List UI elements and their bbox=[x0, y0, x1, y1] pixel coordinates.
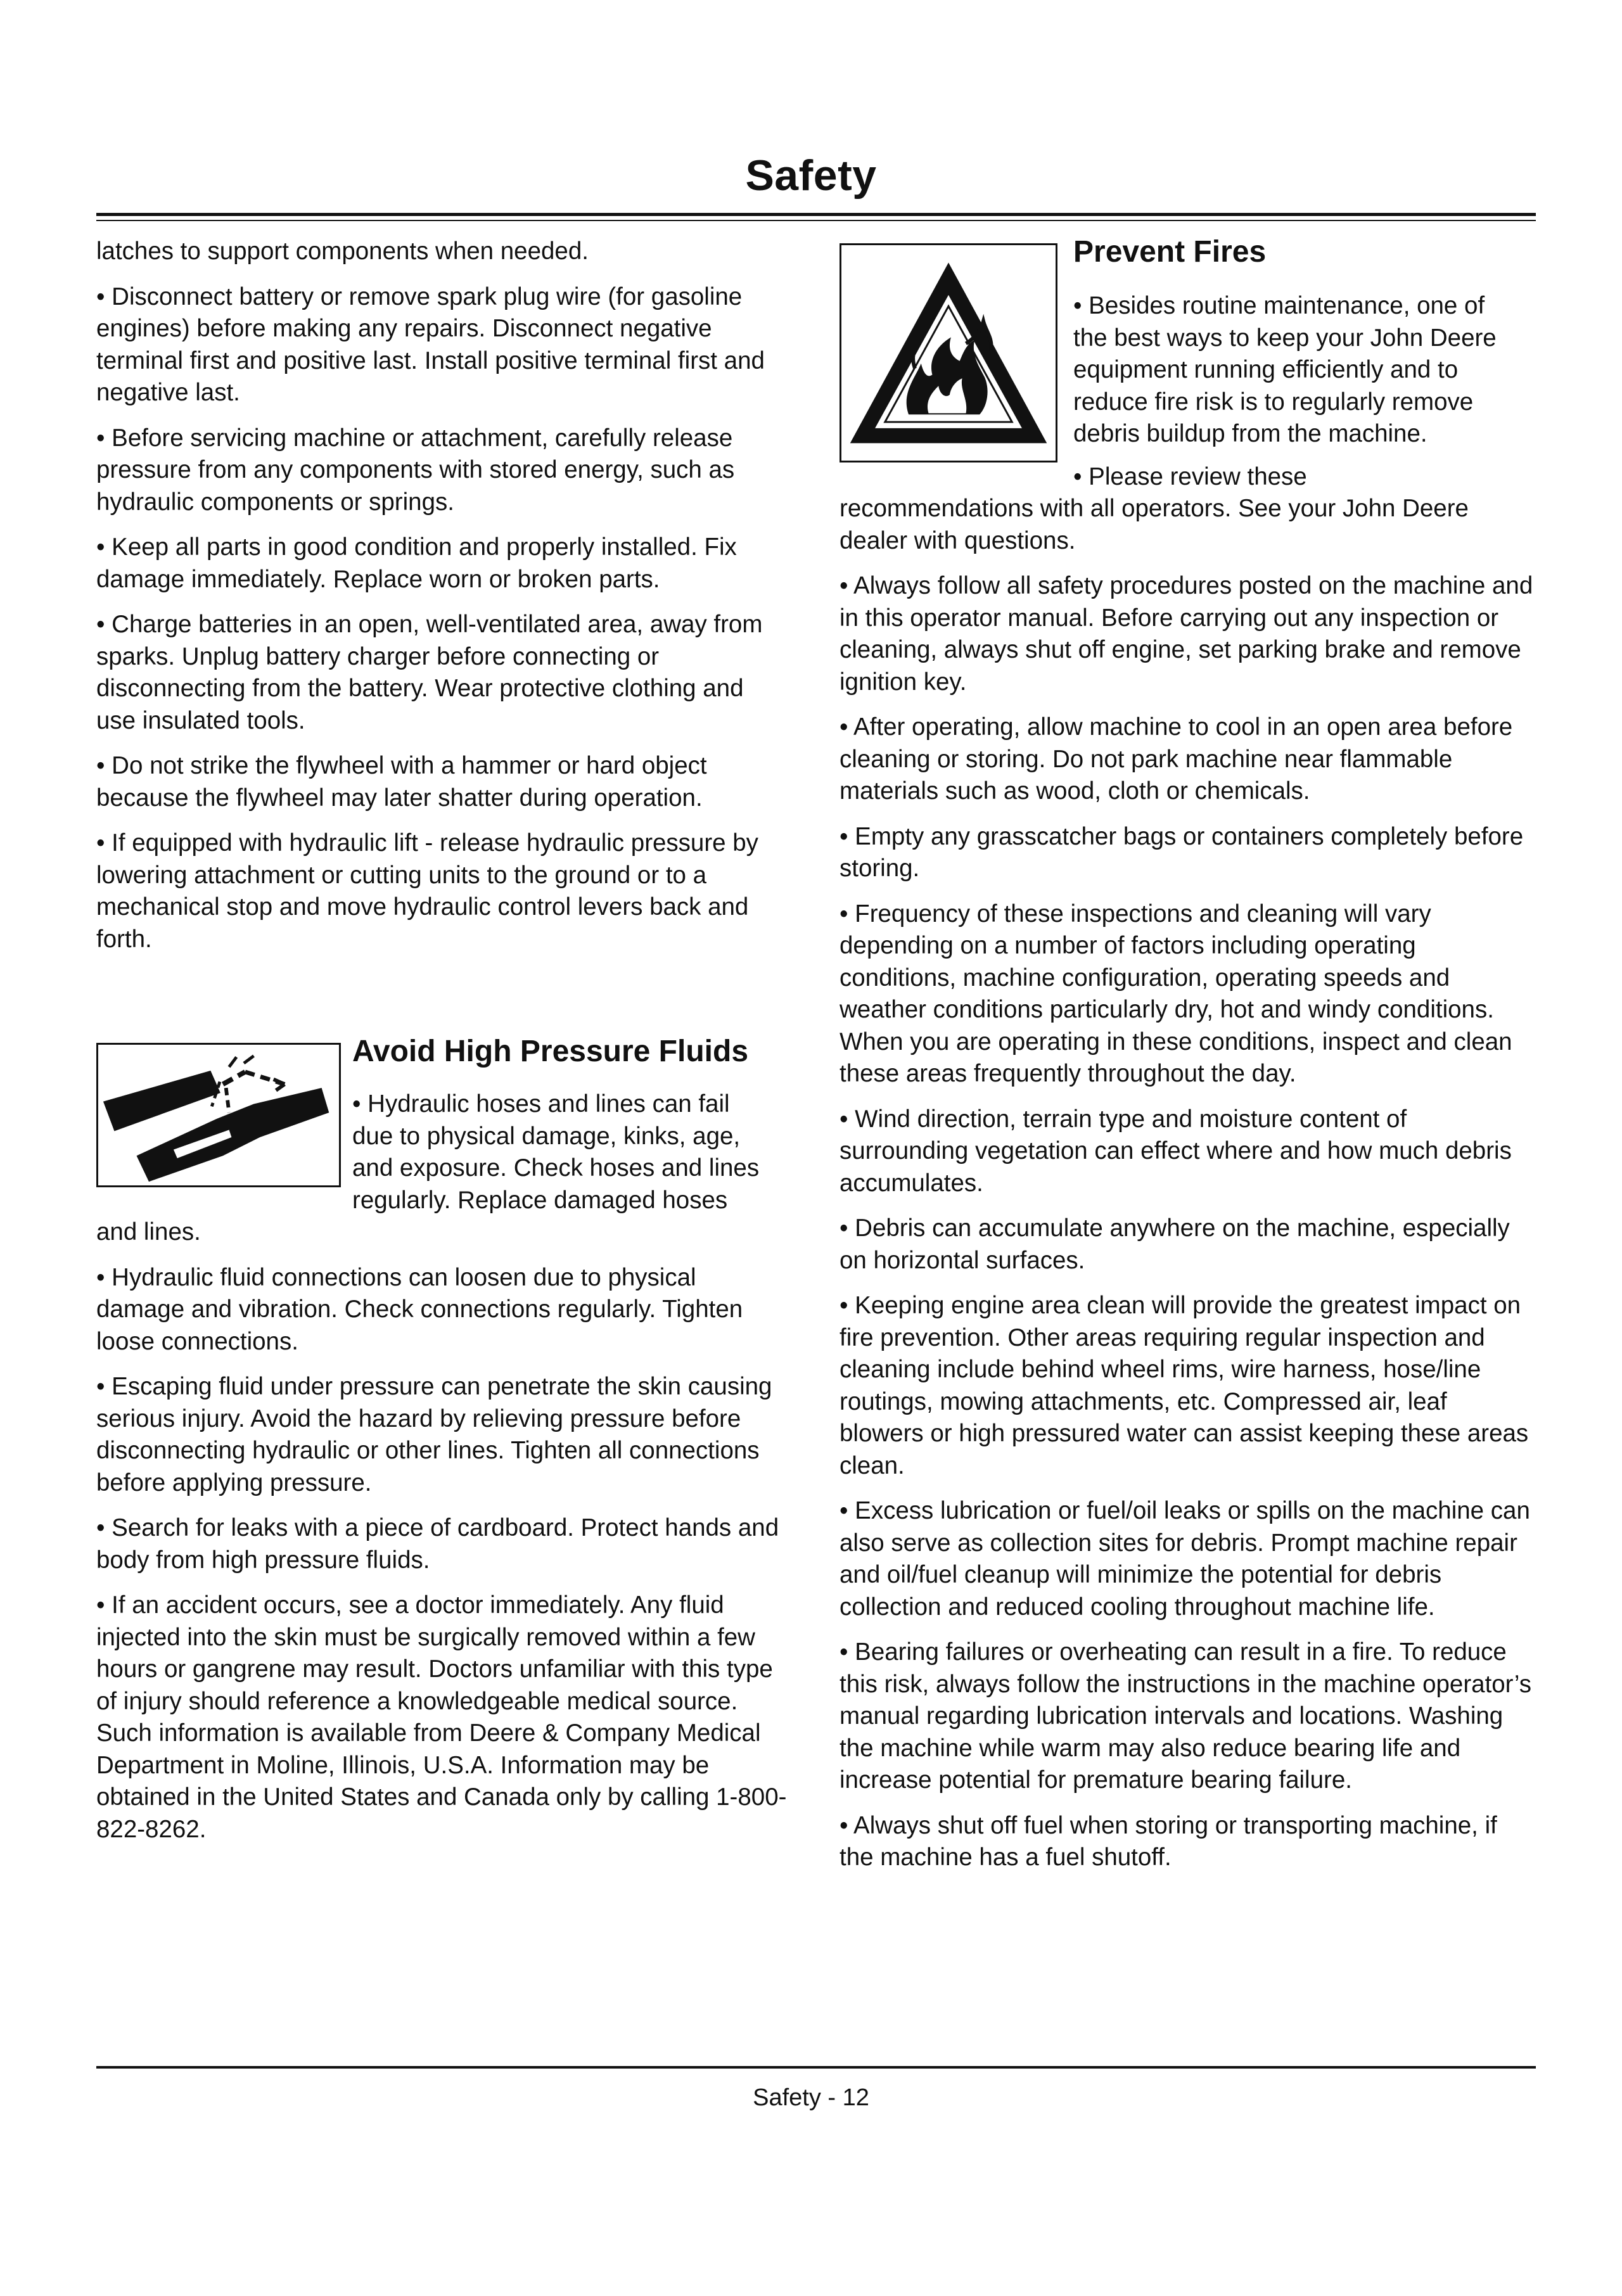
page-title: Safety bbox=[745, 151, 877, 200]
bullet-item: • Before servicing machine or attachment, carefully release pressure from any components with stored energy, such as hydraulic components or springs. bbox=[96, 424, 735, 516]
text-line: debris buildup from the machine. bbox=[1073, 420, 1427, 447]
text-line: • Besides routine maintenance, one of bbox=[1073, 292, 1485, 319]
bullet-item: • Do not strike the flywheel with a hammer or hard object because the flywheel may later shatter during operation. bbox=[96, 752, 707, 812]
bullet-item: • If an accident occurs, see a doctor immediately. Any fluid injected into the skin must be surgically removed within a few hours or gangrene may result. Doctors unfamiliar with this type of injury should reference a knowledgeable medical source. Such information is available from Deere & Company Medical Department in Moline, Illinois, U.S.A. Information may be obtained in the United States and Canada only by calling 1-800-822-8262. bbox=[96, 1591, 787, 1843]
header-rule-thin bbox=[96, 220, 1536, 221]
bullet-item: • Escaping fluid under pressure can penetrate the skin causing serious injury. Avoid the hazard by relieving pressure before disconnecting hydraulic or other lines. Tighten all connections before applying pressure. bbox=[96, 1373, 772, 1496]
bullet-item: • Keep all parts in good condition and properly installed. Fix damage immediately. Replace worn or broken parts. bbox=[96, 533, 737, 593]
text-line: regularly. Replace damaged hoses bbox=[352, 1186, 728, 1214]
bullet-item: • Charge batteries in an open, well-ventilated area, away from sparks. Unplug battery charger before connecting or disconnecting from the battery. Wear protective clothing and use insulated tools. bbox=[96, 611, 763, 734]
section-heading-prevent-fires: Prevent Fires bbox=[1073, 235, 1267, 269]
bullet-item: • Wind direction, terrain type and moisture content of surrounding vegetation can effect where and how much debris accumulates. bbox=[840, 1105, 1512, 1197]
paragraph: recommendations with all operators. See your John Deere dealer with questions. bbox=[840, 495, 1469, 554]
fire-hazard-warning-icon bbox=[840, 243, 1057, 462]
bullet-item: • After operating, allow machine to cool in an open area before cleaning or storing. Do not park machine near flammable materials such as wood, cloth or chemicals. bbox=[840, 713, 1513, 805]
bullet-item: • Bearing failures or overheating can result in a fire. To reduce this risk, always follow the instructions in the machine operator’s manual regarding lubrication intervals and locations. Washing the machine while warm may also reduce bearing life and increase potential for premature bearing failure. bbox=[840, 1638, 1532, 1794]
text-line: reduce fire risk is to regularly remove bbox=[1073, 388, 1474, 416]
bullet-item: • If equipped with hydraulic lift - release hydraulic pressure by lowering attachment or cutting units to the ground or to a mechanical stop and move hydraulic control levers back and forth. bbox=[96, 829, 758, 953]
bullet-item: • Empty any grasscatcher bags or containers completely before storing. bbox=[840, 822, 1524, 882]
bullet-item: • Debris can accumulate anywhere on the machine, especially on horizontal surfaces. bbox=[840, 1215, 1510, 1274]
right-column-fires bbox=[840, 493, 1536, 1887]
text-line: • Please review these bbox=[1073, 463, 1307, 490]
bullet-item: • Keeping engine area clean will provide the greatest impact on fire prevention. Other areas requiring regular inspection and cleaning include behind wheel rims, wire harness, hose/line routings, mowing attachments, etc. Compressed air, leaf blowers or high pressured water can assist keeping these areas clean. bbox=[840, 1292, 1529, 1479]
paragraph: and lines. bbox=[96, 1218, 201, 1246]
paragraph: latches to support components when needed. bbox=[96, 238, 589, 265]
header-rule bbox=[96, 213, 1536, 216]
bullet-item: • Hydraulic fluid connections can loosen due to physical damage and vibration. Check connections regularly. Tighten loose connections. bbox=[96, 1263, 743, 1355]
text-line: and exposure. Check hoses and lines bbox=[352, 1154, 760, 1182]
text-line: • Hydraulic hoses and lines can fail bbox=[352, 1090, 730, 1118]
wrapped-text-fluids bbox=[352, 1088, 796, 1216]
wrapped-text-fires bbox=[1073, 290, 1536, 450]
text-line: equipment running efficiently and to bbox=[1073, 356, 1459, 383]
bullet-item: • Frequency of these inspections and cleaning will vary depending on a number of factors including operating conditions, machine configuration, operating speeds and weather conditions particularly dry, hot and windy conditions. When you are operating in these conditions, inspect and clean these areas frequently throughout the day. bbox=[840, 900, 1512, 1087]
indented-line-fires bbox=[1073, 461, 1536, 494]
bullet-item: • Search for leaks with a piece of cardboard. Protect hands and body from high pressure fluids. bbox=[96, 1514, 779, 1574]
left-column-fluids bbox=[96, 1216, 787, 1859]
text-line: the best ways to keep your John Deere bbox=[1073, 324, 1497, 352]
text-line: due to physical damage, kinks, age, bbox=[352, 1122, 741, 1150]
section-heading-avoid-high-pressure-fluids: Avoid High Pressure Fluids bbox=[352, 1035, 749, 1068]
footer-rule bbox=[96, 2066, 1536, 2069]
bullet-item: • Always shut off fuel when storing or transporting machine, if the machine has a fuel shutoff. bbox=[840, 1811, 1497, 1871]
high-pressure-fluid-warning-icon bbox=[96, 1043, 341, 1187]
bullet-item: • Excess lubrication or fuel/oil leaks or spills on the machine can also serve as collection sites for debris. Prompt machine repair and oil/fuel cleanup will minimize the potential for debris collection and reduced cooling throughout machine life. bbox=[840, 1497, 1530, 1621]
page-footer: Safety - 12 bbox=[753, 2084, 869, 2111]
left-column-intro bbox=[96, 236, 787, 969]
bullet-item: • Disconnect battery or remove spark plug wire (for gasoline engines) before making any repairs. Disconnect negative terminal first and positive last. Install positive terminal first and negative last. bbox=[96, 283, 765, 406]
bullet-item: • Always follow all safety procedures posted on the machine and in this operator manual. Before carrying out any inspection or cleaning, always shut off engine, set parking brake and remove ignition key. bbox=[840, 572, 1533, 696]
